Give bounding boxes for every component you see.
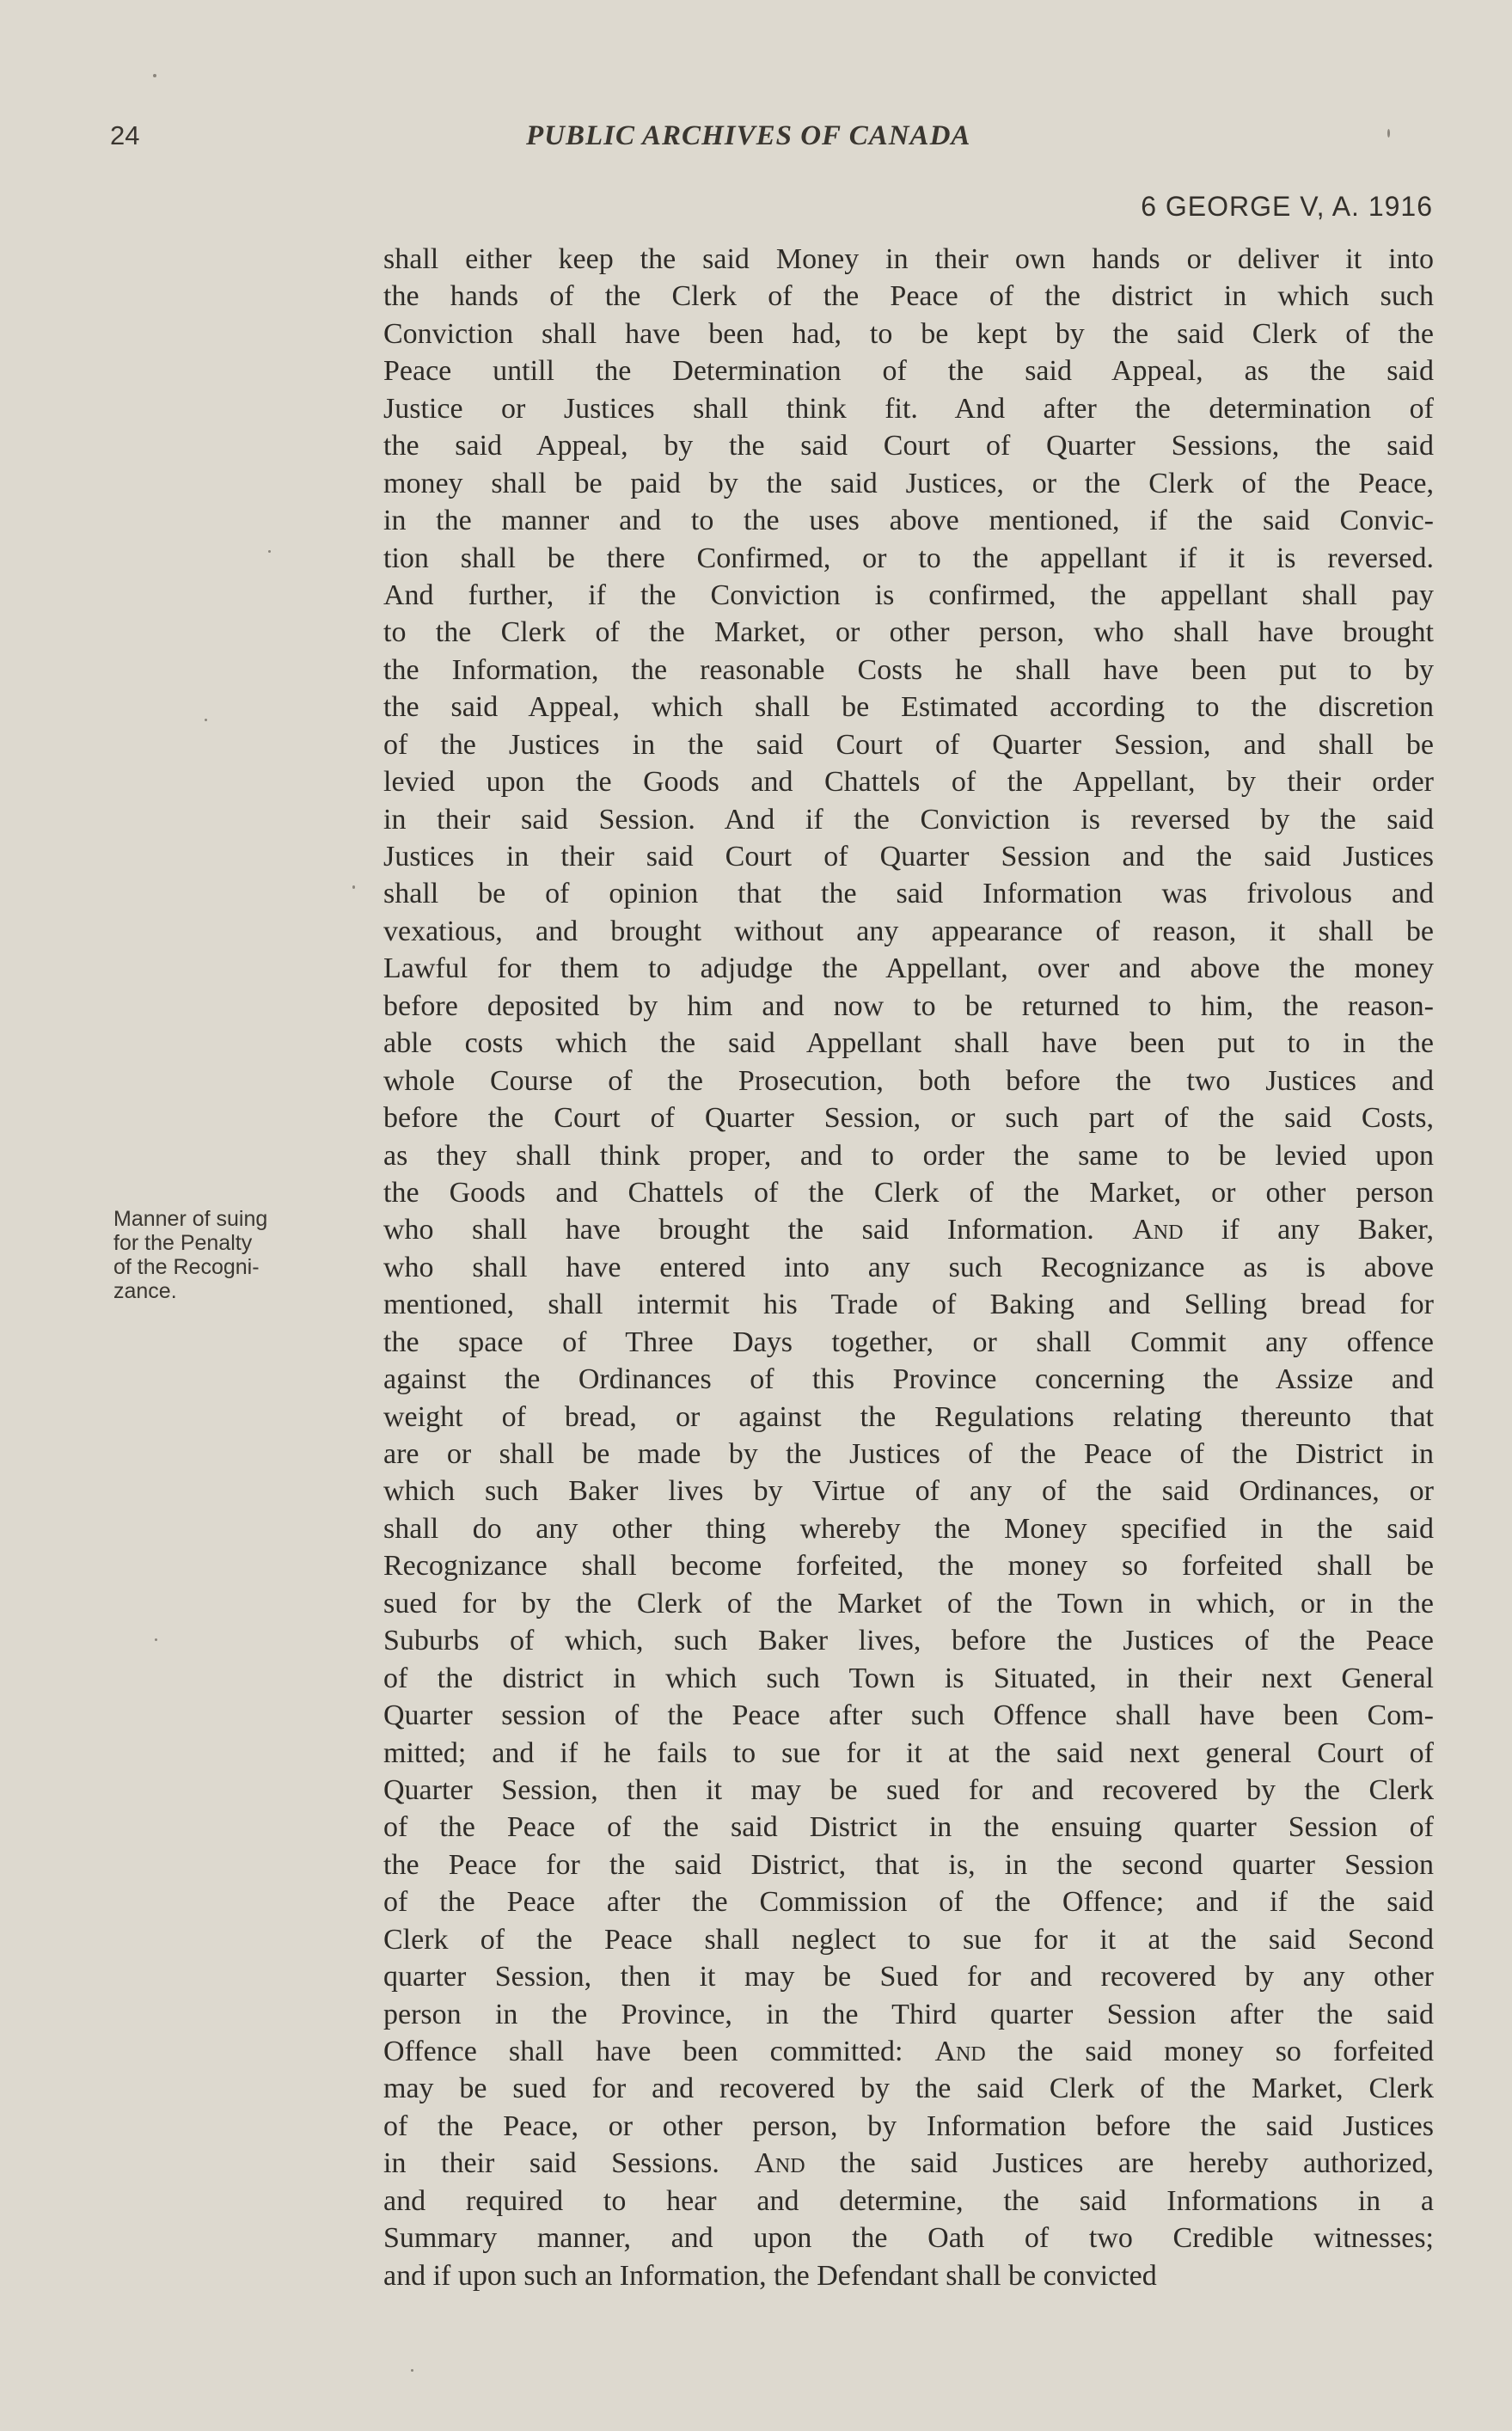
text-line: of the Peace of the said District in the ensuing quarter Session of bbox=[383, 1811, 1434, 1844]
text-line: shall either keep the said Money in their own hands or deliver it into bbox=[383, 243, 1434, 275]
text-line: levied upon the Goods and Chattels of the Appellant, by their order bbox=[383, 766, 1434, 799]
scan-speck bbox=[153, 74, 156, 77]
scan-speck bbox=[268, 550, 271, 553]
text-line: Clerk of the Peace shall neglect to sue for it at the said Second bbox=[383, 1923, 1434, 1956]
text-line: Quarter Session, then it may be sued for and recovered by the Clerk bbox=[383, 1773, 1434, 1806]
text-line: the Peace for the said District, that is, in the second quarter Session bbox=[383, 1848, 1434, 1881]
body-text bbox=[383, 241, 1434, 2294]
text-line: money shall be paid by the said Justices, or the Clerk of the Peace, bbox=[383, 467, 1434, 499]
text-line: are or shall be made by the Justices of the Peace of the District in bbox=[383, 1438, 1434, 1470]
margin-note-line: zance. bbox=[113, 1279, 177, 1303]
text-line: and if upon such an Information, the Defendant shall be convicted bbox=[383, 2259, 1157, 2292]
scan-speck bbox=[352, 885, 355, 889]
text-line: shall do any other thing whereby the Money specified in the said bbox=[383, 1512, 1434, 1545]
text-line: the hands of the Clerk of the Peace of the district in which such bbox=[383, 280, 1434, 313]
text-line: Quarter session of the Peace after such Offence shall have been Com- bbox=[383, 1699, 1434, 1732]
text-line: of the Peace, or other person, by Information before the said Justices bbox=[383, 2110, 1434, 2142]
text-line: the said Appeal, by the said Court of Quarter Sessions, the said bbox=[383, 430, 1434, 462]
text-line: of the district in which such Town is Situated, in their next General bbox=[383, 1662, 1434, 1694]
text-line: weight of bread, or against the Regulations relating thereunto that bbox=[383, 1400, 1434, 1433]
margin-note bbox=[113, 1207, 346, 1303]
text-line: sued for by the Clerk of the Market of the Town in which, or in the bbox=[383, 1587, 1434, 1620]
scan-speck bbox=[205, 719, 207, 721]
text-line: which such Baker lives by Virtue of any of the said Ordinances, or bbox=[383, 1475, 1434, 1508]
text-line: before deposited by him and now to be returned to him, the reason- bbox=[383, 989, 1434, 1022]
text-line: tion shall be there Confirmed, or to the appellant if it is reversed. bbox=[383, 542, 1434, 574]
text-line: may be sued for and recovered by the said Clerk of the Market, Clerk bbox=[383, 2073, 1434, 2105]
margin-note-line: Manner of suing bbox=[113, 1207, 268, 1231]
text-line: the Information, the reasonable Costs he shall have been put to by bbox=[383, 653, 1434, 686]
scan-speck bbox=[1387, 129, 1390, 138]
margin-note-line: of the Recogni- bbox=[113, 1255, 260, 1279]
text-line: Peace untill the Determination of the said Appeal, as the said bbox=[383, 355, 1434, 388]
text-line: to the Clerk of the Market, or other person, who shall have brought bbox=[383, 616, 1434, 649]
text-line: Justice or Justices shall think fit. And after the determination of bbox=[383, 392, 1434, 425]
text-line: before the Court of Quarter Session, or such part of the said Costs, bbox=[383, 1102, 1434, 1135]
text-line: against the Ordinances of this Province concerning the Assize and bbox=[383, 1363, 1434, 1396]
text-line: and required to hear and determine, the said Informations in a bbox=[383, 2184, 1434, 2217]
text-line: Lawful for them to adjudge the Appellant, over and above the money bbox=[383, 952, 1434, 985]
text-line: Justices in their said Court of Quarter Session and the said Justices bbox=[383, 841, 1434, 873]
text-line: shall be of opinion that the said Information was frivolous and bbox=[383, 878, 1434, 910]
session-label: 6 GEORGE V, A. 1916 bbox=[1141, 191, 1433, 222]
text-line: as they shall think proper, and to order the same to be levied upon bbox=[383, 1139, 1434, 1172]
text-line: of the Justices in the said Court of Quarter Session, and shall be bbox=[383, 728, 1434, 761]
text-line: who shall have entered into any such Recognizance as is above bbox=[383, 1251, 1434, 1283]
text-line: who shall have brought the said Information. And if any Baker, bbox=[383, 1214, 1435, 1246]
text-line: Recognizance shall become forfeited, the money so forfeited shall be bbox=[383, 1550, 1434, 1583]
text-line: quarter Session, then it may be Sued for and recovered by any other bbox=[383, 1961, 1434, 1993]
text-line: vexatious, and brought without any appearance of reason, it shall be bbox=[383, 915, 1434, 947]
text-line: person in the Province, in the Third quarter Session after the said bbox=[383, 1998, 1434, 2030]
text-line: the Goods and Chattels of the Clerk of the Market, or other person bbox=[383, 1176, 1434, 1209]
text-line: Suburbs of which, such Baker lives, before the Justices of the Peace bbox=[383, 1625, 1434, 1657]
margin-note-line: for the Penalty bbox=[113, 1231, 253, 1255]
scan-speck bbox=[155, 1638, 157, 1641]
text-line: in their said Sessions. And the said Justices are hereby authorized, bbox=[383, 2147, 1434, 2180]
text-line: Conviction shall have been had, to be kept by the said Clerk of the bbox=[383, 317, 1434, 350]
running-title: PUBLIC ARCHIVES OF CANADA bbox=[526, 120, 971, 151]
text-line: able costs which the said Appellant shall have been put to in the bbox=[383, 1027, 1434, 1060]
text-line: mitted; and if he fails to sue for it at the said next general Court of bbox=[383, 1736, 1434, 1769]
page-number: 24 bbox=[110, 120, 140, 150]
text-line: in the manner and to the uses above mentioned, if the said Convic- bbox=[383, 505, 1434, 537]
text-line: And further, if the Conviction is confirmed, the appellant shall pay bbox=[383, 579, 1434, 611]
scan-speck bbox=[411, 2369, 413, 2372]
text-line: mentioned, shall intermit his Trade of Baking and Selling bread for bbox=[383, 1289, 1434, 1321]
text-line: in their said Session. And if the Conviction is reversed by the said bbox=[383, 803, 1434, 836]
text-line: of the Peace after the Commission of the Offence; and if the said bbox=[383, 1886, 1434, 1919]
text-line: Offence shall have been committed: And the said money so forfeited bbox=[383, 2036, 1435, 2067]
text-line: Summary manner, and upon the Oath of two Credible witnesses; bbox=[383, 2222, 1434, 2255]
text-line: the space of Three Days together, or shall Commit any offence bbox=[383, 1326, 1434, 1358]
text-line: the said Appeal, which shall be Estimated according to the discretion bbox=[383, 691, 1434, 724]
text-line: whole Course of the Prosecution, both before the two Justices and bbox=[383, 1064, 1434, 1097]
